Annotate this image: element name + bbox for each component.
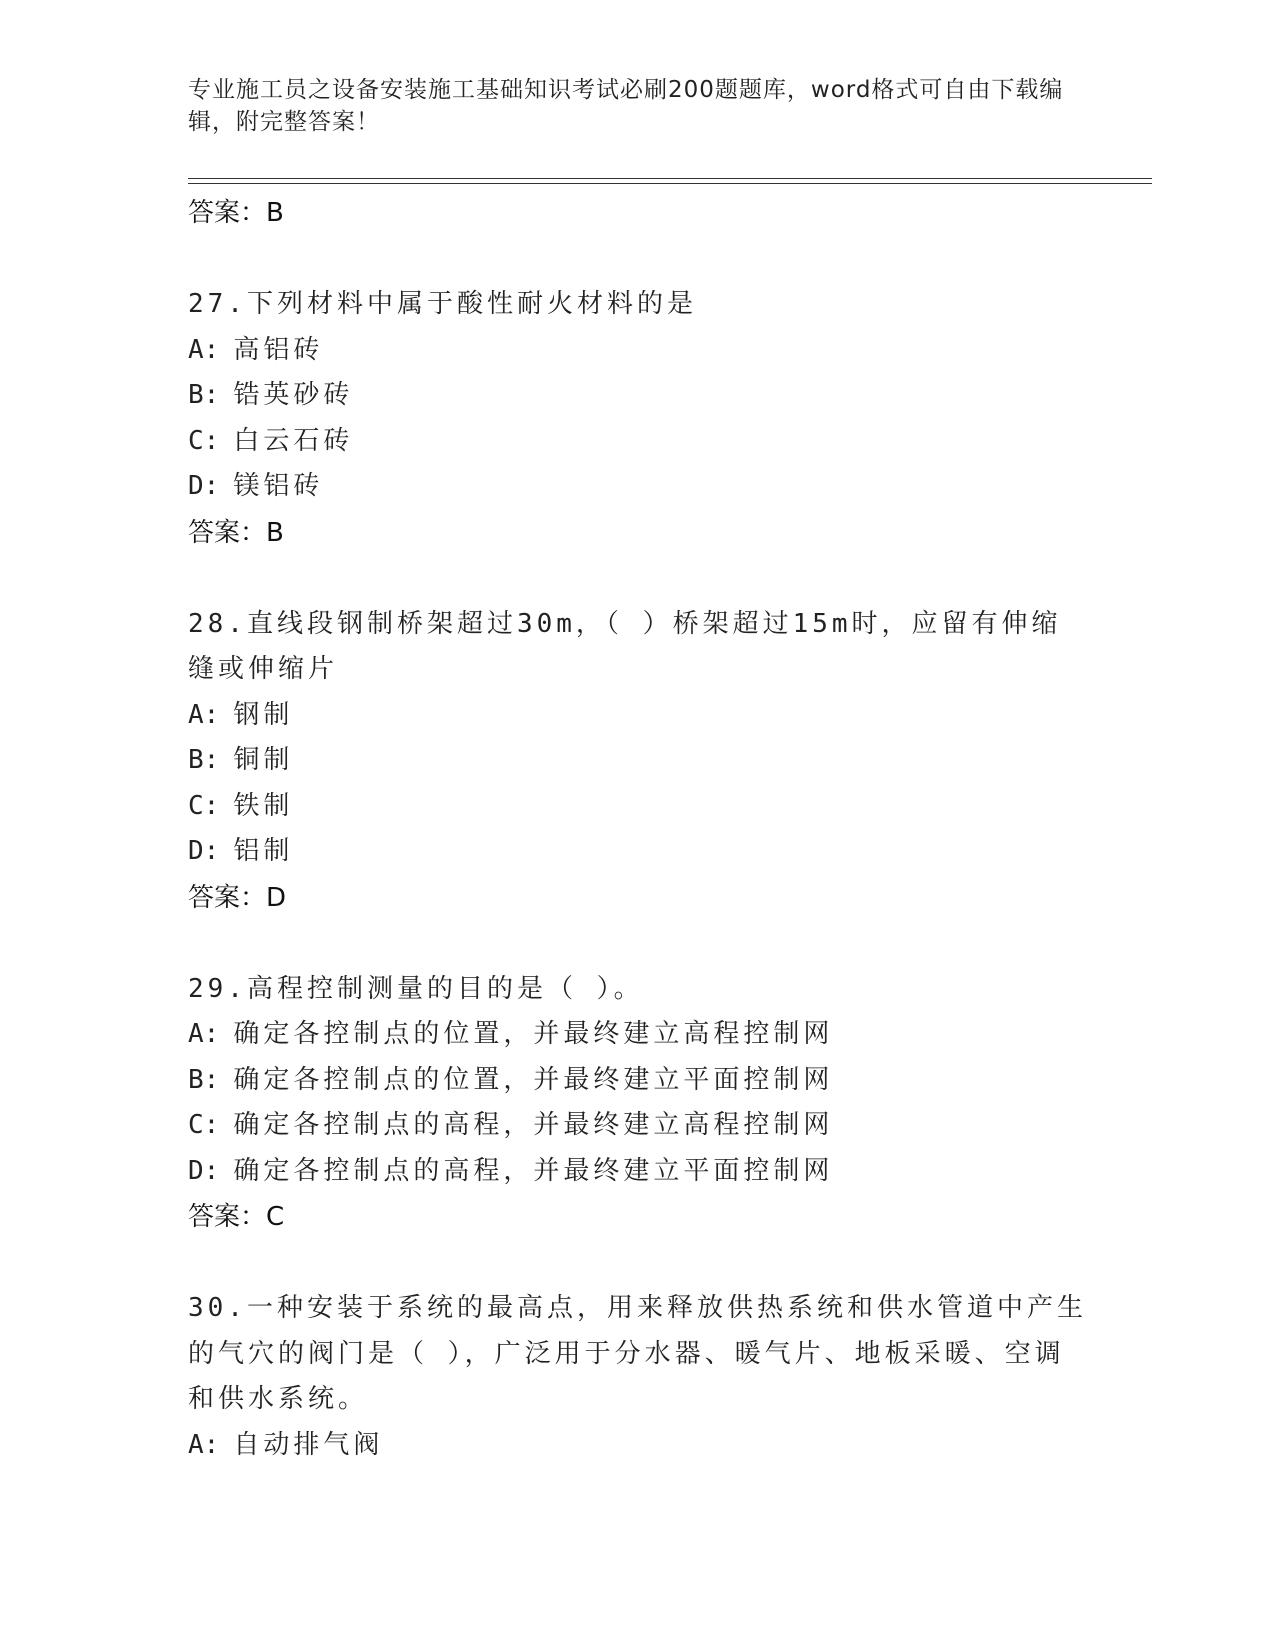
option-item [188,328,1088,374]
answer-value: C [266,1202,285,1232]
answer-line [188,1194,1088,1240]
page-header-title: 专业施工员之设备安装施工基础知识考试必刷200题题库，word格式可自由下载编辑，附完整答案！ [188,77,1064,135]
option-separator: : [203,1429,220,1460]
option-letter: B [188,1064,204,1095]
answer-prefix: 答案： [188,198,267,228]
question-block [188,967,1088,1241]
option-item [188,1058,1088,1104]
option-item [188,784,1088,830]
option-letter: A [188,699,204,730]
option-text: 确定各控制点的高程，并最终建立高程控制网 [233,1110,834,1140]
question-block [188,282,1088,556]
option-letter: B [188,380,204,410]
answer-value: B [266,198,284,228]
option-separator: : [203,425,220,456]
answer-line [188,875,1088,921]
option-text: 锆英砂砖 [233,380,354,410]
option-item [188,1012,1088,1058]
answer-prefix: 答案： [188,517,267,548]
option-separator: : [203,1155,220,1186]
question-text: 28.直线段钢制桥架超过30m，（ ）桥架超过15m时，应留有伸缩缝或伸缩片 [188,608,1062,684]
option-text: 高铝砖 [233,334,324,365]
option-text: 镁铝砖 [233,471,324,501]
option-item [188,693,1088,739]
question-list [188,190,1088,1468]
header-divider-bottom [188,183,1152,184]
answer-value: D [266,882,287,913]
option-text: 铁制 [233,790,294,821]
option-text: 确定各控制点的位置，并最终建立平面控制网 [233,1064,834,1095]
question-block [188,602,1088,921]
option-item [188,738,1088,784]
option-letter: A [188,334,204,365]
option-letter: D [188,836,204,866]
option-letter: C [188,425,204,456]
option-separator: : [203,745,220,775]
option-item [188,829,1088,875]
question-text: 29.高程控制测量的目的是（ ）。 [188,973,644,1004]
option-separator: : [203,790,220,821]
option-separator: : [203,1019,220,1049]
option-letter: A [188,1019,204,1049]
option-item [188,1423,1088,1469]
option-text: 铝制 [233,836,294,866]
option-separator: : [203,1110,220,1140]
option-text: 铜制 [233,745,294,775]
option-separator: : [203,699,220,730]
option-letter: B [188,745,204,775]
option-text: 确定各控制点的高程，并最终建立平面控制网 [233,1155,834,1186]
option-text: 白云石砖 [233,425,354,456]
question-block [188,1286,1088,1468]
option-separator: : [203,836,220,866]
option-separator: : [203,334,220,365]
option-separator: : [203,380,220,410]
option-letter: C [188,790,204,821]
option-letter: D [188,471,204,501]
answer-value: B [266,517,284,548]
question-text: 27.下列材料中属于酸性耐火材料的是 [188,289,697,319]
option-separator: : [203,471,220,501]
option-separator: : [203,1064,220,1095]
option-letter: D [188,1155,204,1186]
answer-prefix: 答案： [188,882,267,913]
header-divider-top [188,178,1152,179]
option-item [188,419,1088,465]
option-text: 确定各控制点的位置，并最终建立高程控制网 [233,1019,834,1049]
option-item [188,1103,1088,1149]
option-letter: C [188,1110,204,1140]
option-letter: A [188,1429,204,1460]
option-text: 自动排气阀 [233,1429,384,1460]
answer-line [188,510,1088,556]
answer-line [188,190,1088,236]
option-text: 钢制 [233,699,294,730]
option-item [188,373,1088,419]
option-item [188,1149,1088,1195]
option-item [188,464,1088,510]
question-text: 30.一种安装于系统的最高点，用来释放供热系统和供水管道中产生的气穴的阀门是（ ），广泛用于分水器、暖气片、地板采暖、空调和供水系统。 [188,1293,1087,1414]
answer-prefix: 答案： [188,1202,267,1232]
